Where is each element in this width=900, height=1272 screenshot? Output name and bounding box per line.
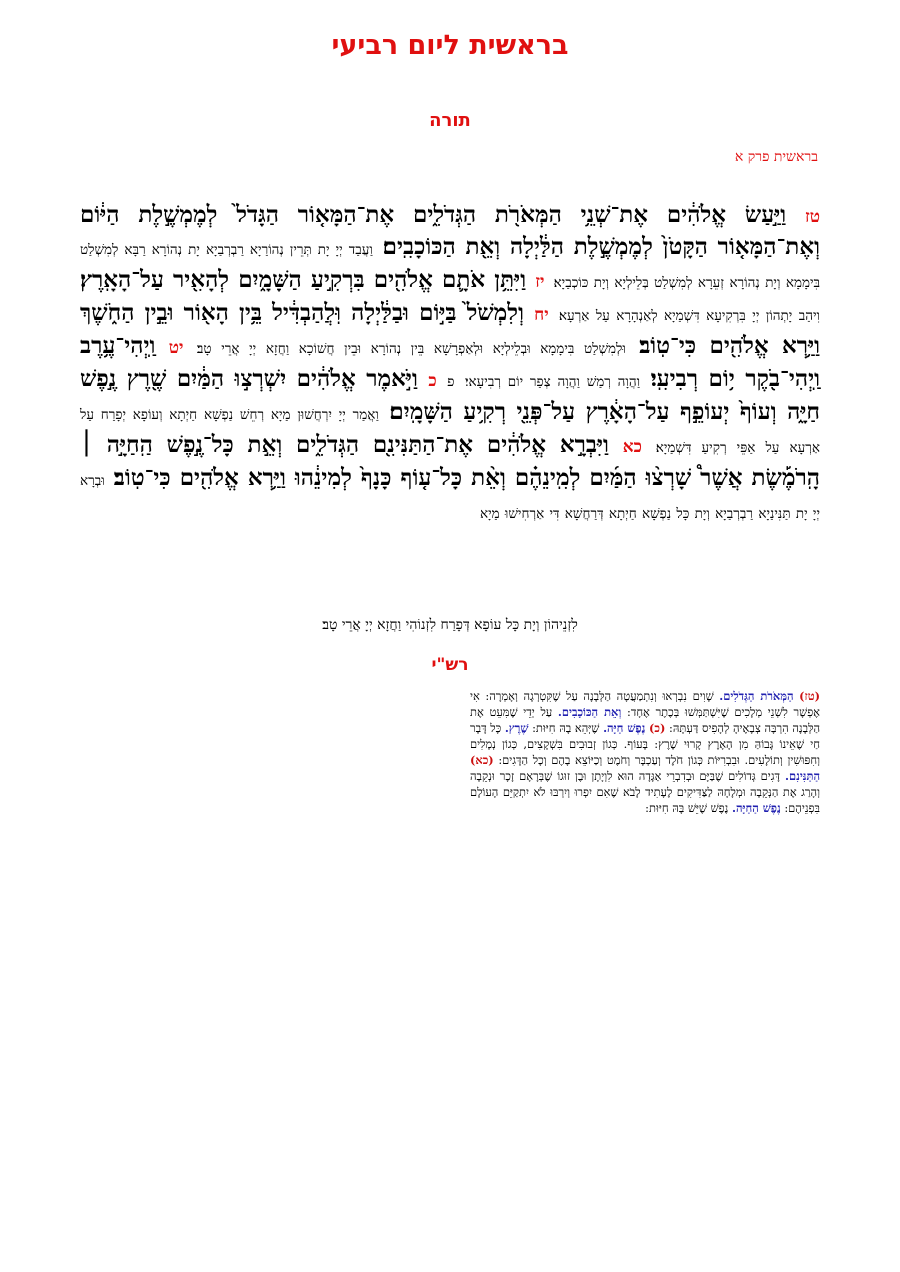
rashi-text: נֶפֶשׁ שֶׁיֵּשׁ בָּהּ חִיּוּת:: [645, 801, 729, 815]
rashi-verse-number: (כ): [649, 721, 666, 735]
rashi-dibur-hamatchil: וְאֵת הַכּוֹכָבִים.: [557, 705, 622, 719]
rashi-verse-number: (טז): [799, 689, 821, 703]
rashi-dibur-hamatchil: הַמְּאֹרֹת הַגְּדֹלִים.: [719, 689, 794, 703]
page-title: בראשית ליום רביעי: [331, 30, 569, 61]
rashi-commentary: [80, 688, 820, 818]
rashi-text: עַל יְדֵי שֶׁמִּעֵט אֶת הַלְּבָנָה הִרְבָּה צְבָאֶיהָ לְהָפִיס דַּעְתָּהּ:: [470, 705, 820, 735]
verse-text: וַיַּ֣עַשׂ אֱלֹהִ֔ים אֶת־שְׁנֵ֥י הַמְּאֹרֹ֖ת הַגְּדֹלִ֑ים אֶת־הַמָּא֤וֹר הַגָּדֹל֙ לְמֶמְשֶׁ֣לֶת הַיּ֔וֹם וְאֶת־הַמָּא֤וֹר הַקָּטֹן֙ לְמֶמְשֶׁ֣לֶת הַלַּ֔יְלָה וְאֵ֖ת הַכּוֹכָבִֽים׃: [80, 201, 820, 260]
torah-text: [80, 200, 820, 529]
section-title: תורה: [429, 110, 471, 131]
verse-text: וַיִּתֵּ֥ן אֹתָ֛ם אֱלֹהִ֖ים בִּרְקִ֣יעַ הַשָּׁמָ֑יִם לְהָאִ֖יר עַל־הָאָֽרֶץ׃: [80, 266, 527, 293]
verse-number: יח: [534, 305, 549, 325]
onkelos-tail: לִזְנֵיהוֹן וְיָת כָּל עוֹפָא דְּפָרַח לִזְנוֹהִי וַחֲזָא יְיָ אֲרֵי טָב׃: [322, 617, 578, 633]
verse-text: וְלִמְשֹׁל֙ בַּיּ֣וֹם וּבַלַּ֔יְלָה וּֽלֲהַבְדִּ֔יל בֵּ֥ין הָא֖וֹר וּבֵ֣ין הַחֹ֑שֶׁךְ וַיַּ֥רְא אֱלֹהִ֖ים כִּי־טֽוֹב׃: [80, 299, 820, 359]
onkelos-text: וַעֲבַד יְיָ יָת תְּרֵין נְהוֹרַיָא רַבְרְבַיָא יָת נְהוֹרָא רַבָּא לְמִשְׁלַט בִּימָמָא וְיָת נְהוֹרָא זְעֵרָא לְמִשְׁלַט בְּלֵילְיָא וְיָת כּוֹכְבַיָא׃: [80, 242, 820, 291]
verse-text: וַיִּבְרָ֣א אֱלֹהִ֔ים אֶת־הַתַּנִּינִ֖ם הַגְּדֹלִ֑ים וְאֵ֣ת כָּל־נֶ֣פֶשׁ הַֽחַיָּ֣ה ׀ הָֽרֹמֶ֡שֶׂת אֲשֶׁר֩ שָׁרְצ֨וּ הַמַּ֜יִם לְמִֽינֵהֶ֗ם וְאֵ֨ת כָּל־ע֤וֹף כָּנָף֙ לְמִינֵ֔הוּ וַיַּ֥רְא אֱלֹהִ֖ים כִּי־טֽוֹב׃: [80, 431, 821, 491]
verse-number: כא: [622, 437, 642, 457]
chapter-label: בראשית פרק א: [734, 149, 818, 165]
verse-number: יז: [535, 272, 545, 292]
rashi-text: כָּל דָּבָר חַי שֶׁאֵינוֹ גָּבוֹהַּ מִן הָאָרֶץ קָרוּי שֶׁרֶץ: בָּעוֹף. כְּגוֹן זְבוּבִים בִּשְׁקָצִים, כְּגוֹן נְמָלִים וְחִפּוּשִׁין וְתוֹלָעִים. וּבִבְרִיּוֹת כְּגוֹן חֹלֶד וְעַכְבָּר וְחֹמֶט וְכַיּוֹצֵא בָהֶם וְכָל הַדָּגִים:: [470, 721, 820, 767]
onkelos-text: וּלְמִשְׁלַט בִּימָמָא וּבְלֵילְיָא וּלְאַפְרָשָׁא בֵּין נְהוֹרָא וּבֵין חֲשׁוֹכָא וַחֲזָא יְיָ אֲרֵי טָב׃: [196, 341, 626, 357]
verse-number: טז: [804, 207, 820, 227]
rashi-title: רש"י: [431, 655, 469, 675]
parsha-break-marker: פ: [447, 374, 455, 390]
onkelos-text: וַהֲוָה רְמַשׁ וַהֲוָה צְפַר יוֹם רְבִיעָאי׃: [465, 374, 641, 390]
verse-number: יט: [168, 338, 184, 358]
onkelos-text: וִיהַב יָתְהוֹן יְיָ בִּרְקִיעָא דִּשְׁמַיָא לְאַנְהָרָא עַל אַרְעָא׃: [558, 308, 820, 324]
onkelos-text: וַאֲמַר יְיָ יִרְחֲשׁוּן מַיָא רְחֵשׁ נַפְשָׁא חַיְתָא וְעוֹפָא יְפָרַח עַל אַרְעָא עַל אַפֵּי רְקִיעַ דִּשְׁמַיָא׃: [80, 407, 820, 456]
rashi-text: דָּגִים גְּדוֹלִים שֶׁבַּיָּם וּבְדִבְרֵי אַגָּדָה הוּא לִוְיָתָן וּבֶן זוּגוֹ שֶׁבְּרָאָם זָכָר וּנְקֵבָה וְהָרַג אֶת הַנְּקֵבָה וּמְלָחָהּ לַצַּדִּיקִים לֶעָתִיד לָבֹא שֶׁאִם יִפְרוּ וְיִרְבּוּ לֹא יִתְקַיֵּם הָעוֹלָם בִּפְנֵיהֶם:: [470, 769, 820, 815]
rashi-text: שֶׁיְּהֵא בָהּ חִיּוּת:: [532, 721, 600, 735]
rashi-text: שָׁוִים נִבְרְאוּ וְנִתְמַעֲטָה הַלְּבָנָה עַל שֶׁקִּטְרְגָה וְאָמְרָה: אִי אֶפְשָׁר לִשְׁנֵי מְלָכִים שֶׁיִּשְׁתַּמְּשׁוּ בְּכֶתֶר אֶחָד:: [470, 689, 821, 719]
rashi-verse-number: (כא): [470, 753, 494, 767]
rashi-dibur-hamatchil: נֶפֶשׁ הַחַיָּה.: [731, 801, 781, 815]
verse-text: וַיֹּ֣אמֶר אֱלֹהִ֔ים יִשְׁרְצ֣וּ הַמַּ֔יִם שֶׁ֖רֶץ נֶ֣פֶשׁ חַיָּ֑ה וְעוֹף֙ יְעוֹפֵ֣ף עַל־הָאָ֔רֶץ עַל־פְּנֵ֖י רְקִ֥יעַ הַשָּׁמָֽיִם׃: [80, 365, 820, 425]
rashi-dibur-hamatchil: הַתַּנִּינִם.: [785, 769, 821, 783]
verse-text: וַֽיְהִי־עֶ֥רֶב וַֽיְהִי־בֹ֖קֶר י֥וֹם רְבִיעִֽי׃: [80, 332, 820, 392]
verse-number: כ: [428, 371, 437, 391]
rashi-dibur-hamatchil: שֶׁרֶץ.: [504, 721, 529, 735]
rashi-dibur-hamatchil: נֶפֶשׁ חַיָּה.: [603, 721, 646, 735]
onkelos-text: וּבְרָא יְיָ יָת תַּנִּינַיָא רַבְרְבַיָא וְיָת כָּל נַפְשָׁא חַיְתָא דְּרַחֲשָׁא דִּי אַרְחִישׁוּ מַיָא: [80, 473, 820, 522]
